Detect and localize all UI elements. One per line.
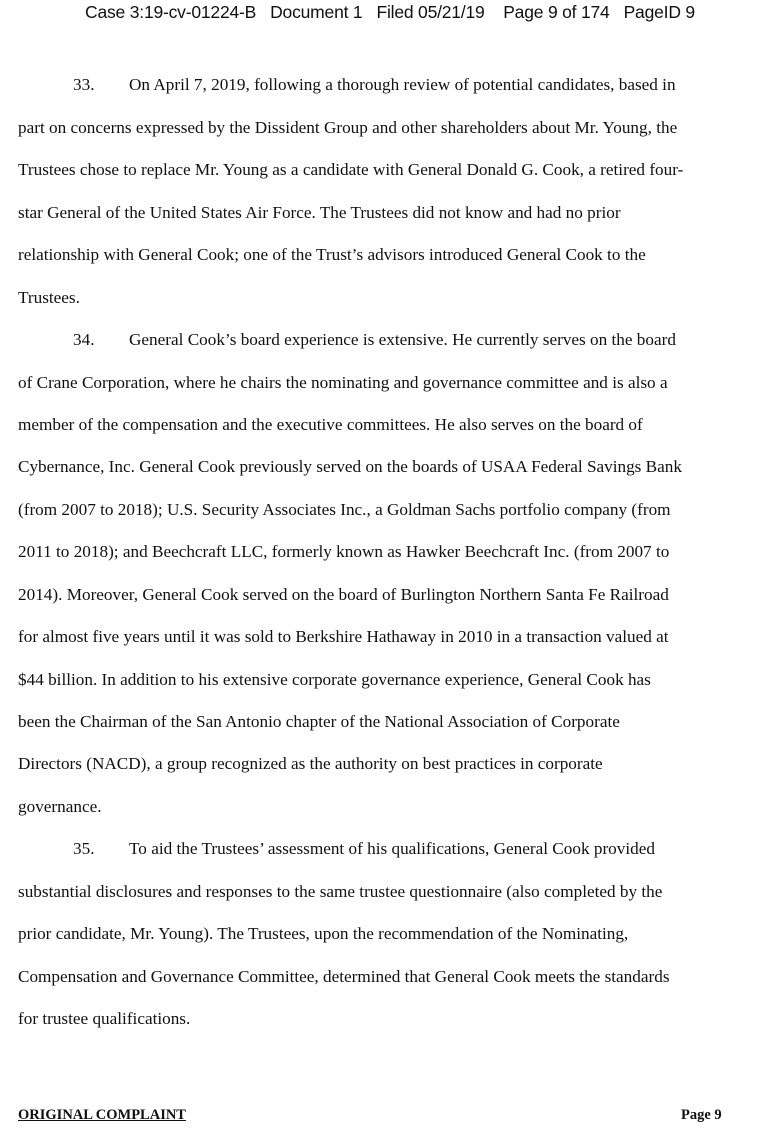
paragraph-first-line: 33. On April 7, 2019, following a thorough review of potential candidates, based in <box>73 75 676 94</box>
paragraph-number: 33. <box>73 75 95 94</box>
paragraph-line: substantial disclosures and responses to the same trustee questionnaire (also completed by the <box>18 882 663 901</box>
paragraph-line: of Crane Corporation, where he chairs the nominating and governance committee and is also a <box>18 373 668 392</box>
paragraph-line: Directors (NACD), a group recognized as the authority on best practices in corporate <box>18 754 603 773</box>
paragraph-line: Compensation and Governance Committee, determined that General Cook meets the standards <box>18 967 670 986</box>
paragraph-number: 35. <box>73 839 95 858</box>
paragraph-line: (from 2007 to 2018); U.S. Security Associates Inc., a Goldman Sachs portfolio company (from <box>18 500 671 519</box>
paragraph-line: relationship with General Cook; one of the Trust’s advisors introduced General Cook to the <box>18 245 646 264</box>
case-header: Case 3:19-cv-01224-B Document 1 Filed 05/21/19 Page 9 of 174 PageID 9 <box>85 2 695 22</box>
paragraph-line: Trustees. <box>18 288 80 307</box>
paragraph-line: governance. <box>18 797 102 816</box>
paragraph-number: 34. <box>73 330 95 349</box>
paragraph-line: star General of the United States Air Force. The Trustees did not know and had no prior <box>18 203 621 222</box>
paragraph-line: member of the compensation and the executive committees. He also serves on the board of <box>18 415 643 434</box>
paragraph-line: been the Chairman of the San Antonio chapter of the National Association of Corporate <box>18 712 620 731</box>
paragraph-line: $44 billion. In addition to his extensive corporate governance experience, General Cook has <box>18 670 651 689</box>
paragraph-line: 2011 to 2018); and Beechcraft LLC, formerly known as Hawker Beechcraft Inc. (from 2007 to <box>18 542 670 561</box>
paragraph-line: Trustees chose to replace Mr. Young as a candidate with General Donald G. Cook, a retired four- <box>18 160 684 179</box>
paragraph-first-line: 34. General Cook’s board experience is extensive. He currently serves on the board <box>73 330 676 349</box>
paragraph-line: for almost five years until it was sold to Berkshire Hathaway in 2010 in a transaction valued at <box>18 627 669 646</box>
paragraph-first-line: 35. To aid the Trustees’ assessment of his qualifications, General Cook provided <box>73 839 655 858</box>
paragraph-line: Cybernance, Inc. General Cook previously served on the boards of USAA Federal Savings Bank <box>18 457 682 476</box>
footer-document-title: ORIGINAL COMPLAINT <box>18 1107 186 1123</box>
paragraph-line: 2014). Moreover, General Cook served on the board of Burlington Northern Santa Fe Railroad <box>18 585 669 604</box>
paragraph-line: part on concerns expressed by the Dissident Group and other shareholders about Mr. Young, the <box>18 118 678 137</box>
footer-page-number: Page 9 <box>681 1107 722 1123</box>
paragraph-line: for trustee qualifications. <box>18 1009 191 1028</box>
paragraph-line: prior candidate, Mr. Young). The Trustees, upon the recommendation of the Nominating, <box>18 924 629 943</box>
